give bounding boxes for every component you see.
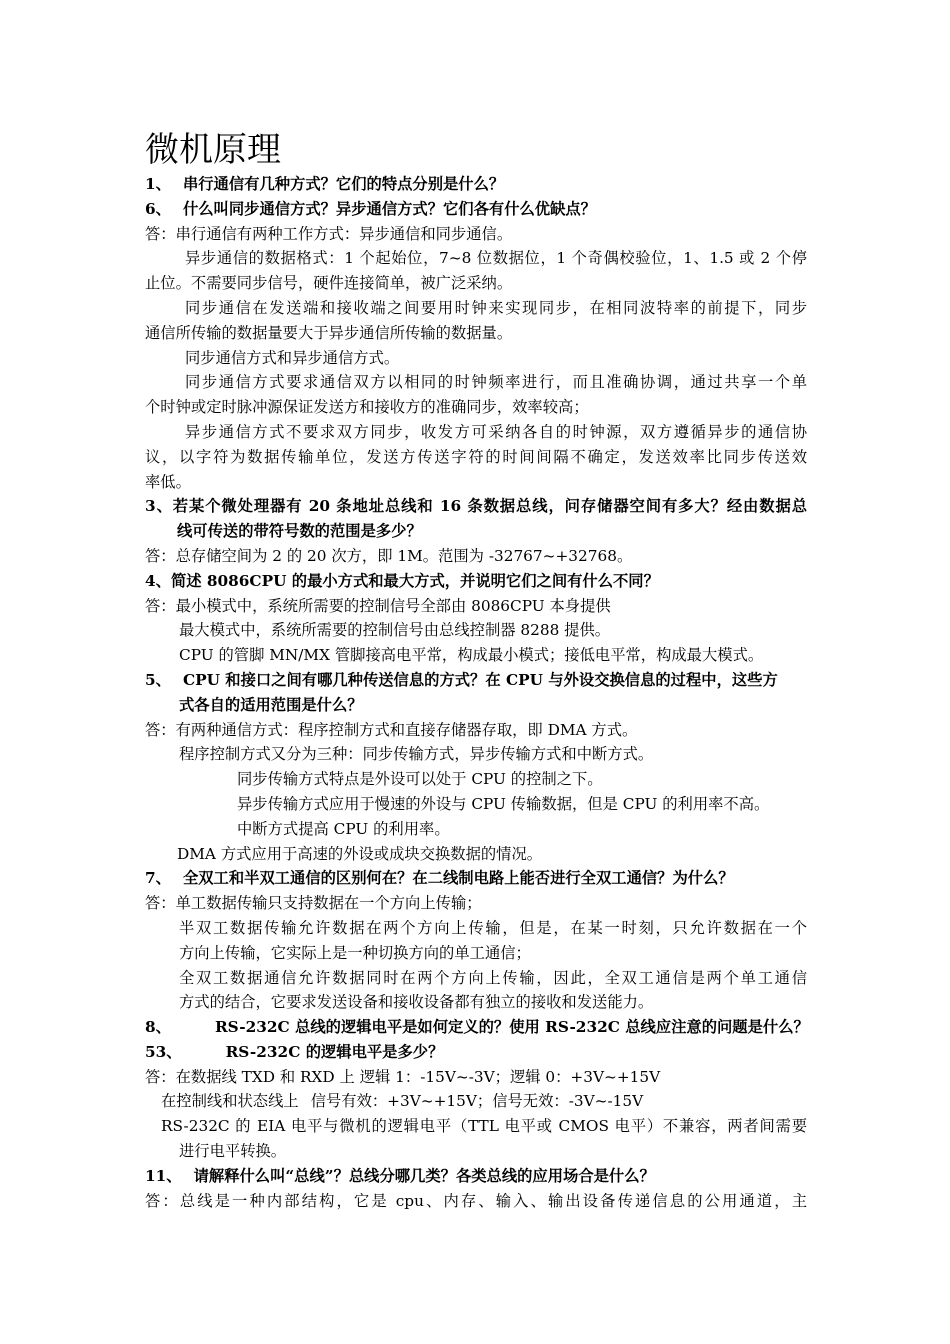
answer-line: 议，以字符为数据传输单位，发送方传送字符的时间间隔不确定，发送效率比同步传送效 (145, 447, 807, 466)
answer-line: 通信所传输的数据量要大于异步通信所传输的数据量。 (145, 323, 513, 342)
answer-line: DMA 方式应用于高速的外设或成块交换数据的情况。 (177, 844, 543, 863)
answer-line: 答：最小模式中，系统所需要的控制信号全部由 8086CPU 本身提供 (145, 596, 611, 615)
answer-line: 同步通信方式和异步通信方式。 (185, 348, 400, 367)
answer-line: 止位。不需要同步信号，硬件连接简单，被广泛采纳。 (145, 274, 513, 293)
answer-line: 异步传输方式应用于慢速的外设与 CPU 传输数据，但是 CPU 的利用率不高。 (237, 794, 770, 813)
answer-line: 同步传输方式特点是外设可以处于 CPU 的控制之下。 (237, 770, 603, 789)
answer-line: 方向上传输，它实际上是一种切换方向的单工通信； (179, 943, 531, 962)
answer-line: 个时钟或定时脉冲源保证发送方和接收方的准确同步，效率较高； (145, 398, 589, 417)
answer-line: 答：总线是一种内部结构，它是 cpu、内存、输入、输出设备传递信息的公用通道，主 (145, 1191, 807, 1210)
answer-line: 答：总存储空间为 2 的 20 次方，即 1M。范围为 -32767~+32768。 (145, 546, 633, 565)
answer-line: 异步通信方式不要求双方同步，收发方可采纳各自的时钟源，双方遵循异步的通信协 (185, 422, 807, 441)
answer-line: CPU 的管脚 MN/MX 管脚接高电平常，构成最小模式；接低电平常，构成最大模式。 (179, 646, 764, 665)
answer-line: 中断方式提高 CPU 的利用率。 (237, 819, 450, 838)
answer-line: 半双工数据传输允许数据在两个方向上传输，但是，在某一时刻，只允许数据在一个 (179, 918, 807, 937)
question-line: 4、简述 8086CPU 的最小方式和最大方式，并说明它们之间有什么不同？ (145, 571, 659, 590)
question-line: 式各自的适用范围是什么？ (179, 695, 363, 714)
question-line: 8、 RS-232C 总线的逻辑电平是如何定义的？使用 RS-232C 总线应注意的问题是什么？ (145, 1018, 809, 1037)
question-line: 5、 CPU 和接口之间有哪几种传送信息的方式？在 CPU 与外设交换信息的过程中，这些方 (145, 670, 778, 689)
question-line: 6、 什么叫同步通信方式？异步通信方式？它们各有什么优缺点？ (145, 199, 596, 218)
answer-line: 方式的结合，它要求发送设备和接收设备都有独立的接收和发送能力。 (179, 993, 654, 1012)
document-body (145, 172, 807, 1213)
question-line: 7、 全双工和半双工通信的区别何在？在二线制电路上能否进行全双工通信？为什么？ (145, 869, 734, 888)
question-line: 1、 串行通信有几种方式？它们的特点分别是什么？ (145, 175, 505, 193)
answer-line: 同步通信在发送端和接收端之间要用时钟来实现同步，在相同波特率的前提下，同步 (185, 298, 807, 317)
question-line: 53、 RS-232C 的逻辑电平是多少？ (145, 1042, 444, 1061)
answer-line: 在控制线和状态线上 信号有效：+3V~+15V；信号无效：-3V~-15V (161, 1092, 644, 1111)
question-line: 3、若某个微处理器有 20 条地址总线和 16 条数据总线，问存储器空间有多大？经由数据总 (145, 497, 807, 516)
answer-line: 答：在数据线 TXD 和 RXD 上 逻辑 1：-15V~-3V；逻辑 0：+3V~+15V (145, 1067, 661, 1086)
answer-line: 异步通信的数据格式：1 个起始位，7~8 位数据位，1 个奇偶校验位，1、1.5 或 2 个停 (185, 249, 807, 268)
answer-line: RS-232C 的 EIA 电平与微机的逻辑电平（TTL 电平或 CMOS 电平）不兼容，两者间需要 (161, 1117, 807, 1136)
answer-line: 率低。 (145, 472, 191, 491)
answer-line: 答：有两种通信方式：程序控制方式和直接存储器存取，即 DMA 方式。 (145, 720, 638, 739)
answer-line: 答：串行通信有两种工作方式：异步通信和同步通信。 (145, 224, 513, 243)
answer-line: 答：单工数据传输只支持数据在一个方向上传输； (145, 894, 482, 913)
answer-line: 进行电平转换。 (179, 1142, 287, 1161)
answer-line: 全双工数据通信允许数据同时在两个方向上传输，因此，全双工通信是两个单工通信 (179, 968, 807, 987)
answer-line: 程序控制方式又分为三种：同步传输方式，异步传输方式和中断方式。 (179, 745, 654, 764)
question-line: 线可传送的带符号数的范围是多少？ (177, 522, 422, 541)
answer-line: 同步通信方式要求通信双方以相同的时钟频率进行，而且准确协调，通过共享一个单 (185, 373, 807, 392)
answer-line: 最大模式中，系统所需要的控制信号由总线控制器 8288 提供。 (179, 621, 611, 640)
page-title: 微机原理 (145, 130, 281, 170)
question-line: 11、 请解释什么叫“总线”？总线分哪几类？各类总线的应用场合是什么？ (145, 1166, 655, 1185)
